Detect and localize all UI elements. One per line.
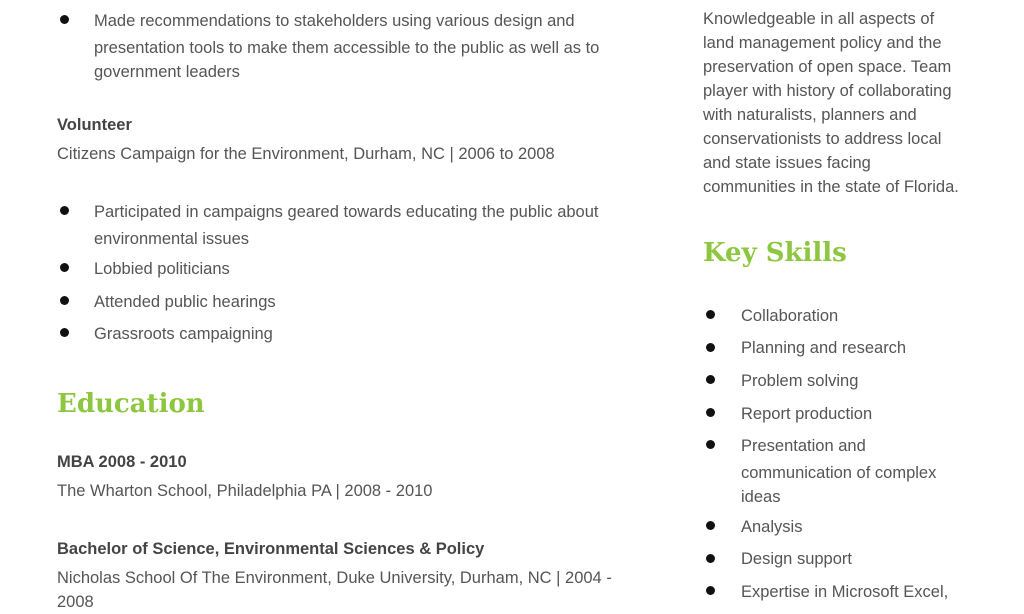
volunteer-bullet-line: environmental issues bbox=[94, 230, 249, 248]
volunteer-bullet-line: Participated in campaigns geared towards educating the public about bbox=[94, 203, 599, 221]
school-line: 2008 bbox=[57, 593, 94, 611]
skill-item: communication of complex bbox=[741, 464, 937, 482]
summary-line: conservationists to address local bbox=[703, 130, 942, 148]
experience-bullet-line: government leaders bbox=[94, 63, 240, 81]
experience-bullet-line: Made recommendations to stakeholders using various design and bbox=[94, 12, 575, 30]
bullet-icon bbox=[60, 296, 69, 305]
bullet-icon bbox=[706, 375, 715, 384]
school-line: The Wharton School, Philadelphia PA | 2008 - 2010 bbox=[57, 482, 433, 500]
school-line: Nicholas School Of The Environment, Duke University, Durham, NC | 2004 - bbox=[57, 569, 612, 587]
skill-item: Design support bbox=[741, 550, 852, 568]
job-org-line: Citizens Campaign for the Environment, Durham, NC | 2006 to 2008 bbox=[57, 145, 555, 163]
volunteer-bullet-line: Lobbied politicians bbox=[94, 260, 230, 278]
skill-item: Planning and research bbox=[741, 339, 907, 357]
bullet-icon bbox=[706, 586, 715, 595]
skill-item: Analysis bbox=[741, 518, 803, 536]
degree-title: MBA 2008 - 2010 bbox=[57, 453, 187, 471]
skill-item: Expertise in Microsoft Excel, bbox=[741, 583, 949, 601]
volunteer-bullet-line: Attended public hearings bbox=[94, 293, 276, 311]
summary-line: preservation of open space. Team bbox=[703, 58, 952, 76]
skill-item: Collaboration bbox=[741, 307, 839, 325]
bullet-icon bbox=[706, 521, 715, 530]
skill-item: Report production bbox=[741, 405, 873, 423]
volunteer-bullet-line: Grassroots campaigning bbox=[94, 325, 273, 343]
education-heading: Education bbox=[57, 389, 205, 419]
bullet-icon bbox=[706, 554, 715, 563]
skill-item: ideas bbox=[741, 488, 781, 506]
experience-bullet-line: presentation tools to make them accessible to the public as well as to bbox=[94, 39, 600, 57]
bullet-icon bbox=[60, 206, 69, 215]
skill-item: Presentation and bbox=[741, 437, 866, 455]
summary-line: communities in the state of Florida. bbox=[703, 178, 959, 196]
bullet-icon bbox=[706, 343, 715, 352]
skill-item: Problem solving bbox=[741, 372, 859, 390]
bullet-icon bbox=[60, 263, 69, 272]
summary-line: and state issues facing bbox=[703, 154, 871, 172]
bullet-icon bbox=[706, 440, 715, 449]
bullet-icon bbox=[706, 408, 715, 417]
bullet-icon bbox=[60, 328, 69, 337]
summary-line: player with history of collaborating bbox=[703, 82, 952, 100]
degree-title: Bachelor of Science, Environmental Sciences & Policy bbox=[57, 540, 485, 558]
bullet-icon bbox=[706, 310, 715, 319]
key-skills-heading: Key Skills bbox=[703, 238, 847, 268]
bullet-icon bbox=[60, 15, 69, 24]
summary-line: Knowledgeable in all aspects of bbox=[703, 10, 935, 28]
summary-line: land management policy and the bbox=[703, 34, 942, 52]
summary-line: with naturalists, planners and bbox=[703, 106, 917, 124]
job-title: Volunteer bbox=[57, 116, 132, 134]
